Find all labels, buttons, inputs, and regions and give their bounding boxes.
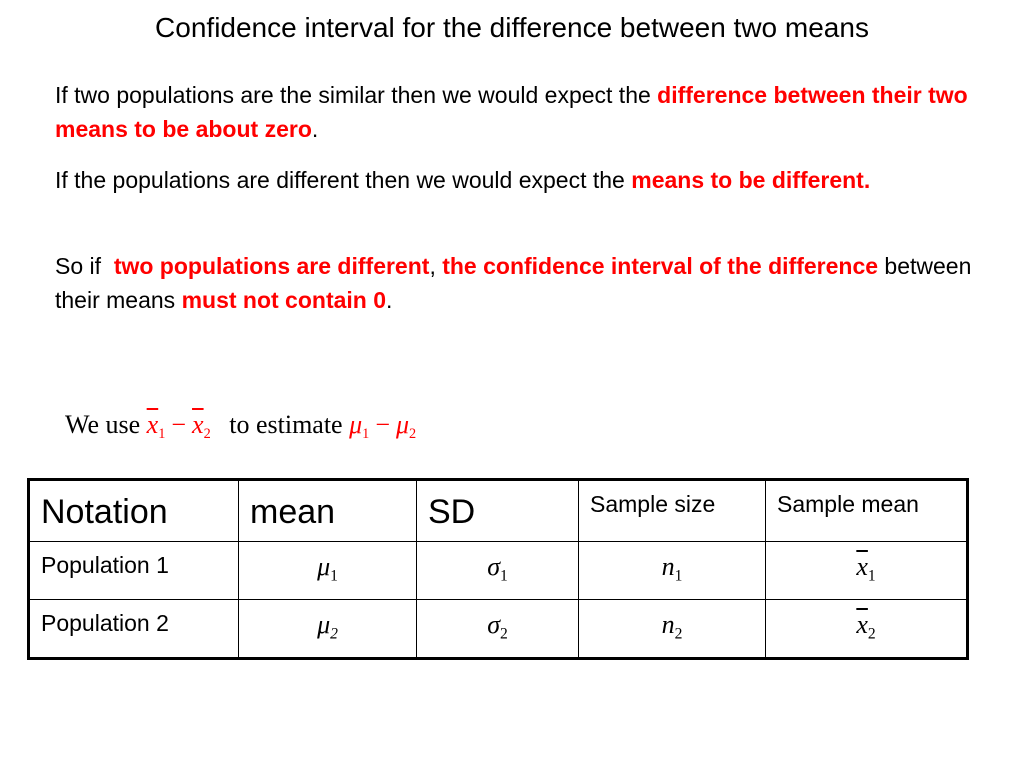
estimate-prefix: We use xyxy=(65,410,141,439)
subscript: 1 xyxy=(330,567,338,585)
header-cell xyxy=(579,480,766,542)
paragraph-similar-populations xyxy=(55,78,995,146)
xbar-symbol: $\overline{x}$ xyxy=(192,410,204,439)
table-cell xyxy=(766,600,968,659)
mu-symbol: μ xyxy=(395,410,410,439)
table-cell xyxy=(29,542,239,600)
xbar-symbol: $\overline{x}$ xyxy=(146,410,159,439)
header-cell xyxy=(417,480,579,542)
mu-symbol: μ xyxy=(317,610,331,639)
header-cell xyxy=(766,480,968,542)
table-cell xyxy=(579,600,766,659)
header-sample-mean: Sample mean xyxy=(777,491,919,517)
paragraph-conclusion xyxy=(55,249,995,317)
paragraph-different-populations xyxy=(55,163,995,197)
p3-text-e: between their means xyxy=(55,253,972,313)
table-row xyxy=(29,600,968,659)
subscript: 1 xyxy=(674,567,683,585)
n-symbol: n xyxy=(661,610,675,639)
subscript: 2 xyxy=(409,426,417,442)
table-row xyxy=(29,542,968,600)
subscript: 1 xyxy=(158,426,166,442)
table-cell xyxy=(239,600,417,659)
sample-mean-symbol xyxy=(766,542,966,585)
p3-highlight-f: must not contain 0 xyxy=(181,287,387,313)
p1-text: If two populations are the similar then we would expect the xyxy=(55,82,658,108)
row-label: Population 1 xyxy=(41,552,169,578)
estimate-middle: to estimate xyxy=(229,410,343,439)
table-cell xyxy=(766,542,968,600)
header-sample-size: Sample size xyxy=(590,491,716,517)
p3-text-g: . xyxy=(386,287,393,313)
p3-highlight-d: the confidence interval of the difference xyxy=(442,253,879,279)
header-mean: mean xyxy=(250,493,336,531)
notation-table xyxy=(27,478,969,660)
table-cell xyxy=(417,600,579,659)
header-cell xyxy=(29,480,239,542)
estimator-expression xyxy=(146,410,211,442)
subscript: 2 xyxy=(674,625,683,643)
subscript: 2 xyxy=(867,625,876,643)
p1-end: . xyxy=(311,116,319,142)
estimate-statement xyxy=(65,408,416,451)
minus-sign: − xyxy=(171,410,187,439)
subscript: 1 xyxy=(867,567,876,585)
sd-symbol xyxy=(417,600,578,643)
size-symbol xyxy=(579,600,765,643)
mu-symbol: μ xyxy=(317,552,331,581)
xbar-symbol: $\overline{x}$ xyxy=(856,610,868,639)
table-cell xyxy=(579,542,766,600)
p3-text-c: , xyxy=(429,253,443,279)
slide-title: Confidence interval for the difference between two means xyxy=(155,12,869,43)
p1-highlight: difference between their two means to be about zero xyxy=(55,82,968,142)
parameter-expression xyxy=(349,410,417,442)
p3-text-a: So if xyxy=(55,253,114,279)
subscript: 2 xyxy=(500,625,508,643)
header-notation: Notation xyxy=(41,493,168,531)
table-cell xyxy=(29,600,239,659)
size-symbol xyxy=(579,542,765,585)
header-cell xyxy=(239,480,417,542)
table-cell xyxy=(239,542,417,600)
header-sd: SD xyxy=(428,493,476,531)
p3-highlight-a: two populations are different xyxy=(113,253,430,279)
subscript: 1 xyxy=(362,426,370,442)
table-cell xyxy=(417,542,579,600)
row-label: Population 2 xyxy=(41,610,169,636)
n-symbol: n xyxy=(661,552,675,581)
xbar-symbol: $\overline{x}$ xyxy=(856,552,868,581)
subscript: 2 xyxy=(330,625,338,643)
mu-symbol: μ xyxy=(349,410,363,439)
sample-mean-symbol xyxy=(766,600,966,643)
sigma-symbol: σ xyxy=(487,610,501,639)
sigma-symbol: σ xyxy=(487,552,501,581)
sd-symbol xyxy=(417,542,578,585)
subscript: 1 xyxy=(500,567,508,585)
mean-symbol xyxy=(239,600,416,643)
p2-text: If the populations are different then we would expect the xyxy=(55,167,632,193)
p2-highlight: means to be different. xyxy=(631,167,871,193)
mean-symbol xyxy=(239,542,416,585)
minus-sign: − xyxy=(375,410,390,439)
subscript: 2 xyxy=(203,426,211,442)
table-header-row xyxy=(29,480,968,542)
